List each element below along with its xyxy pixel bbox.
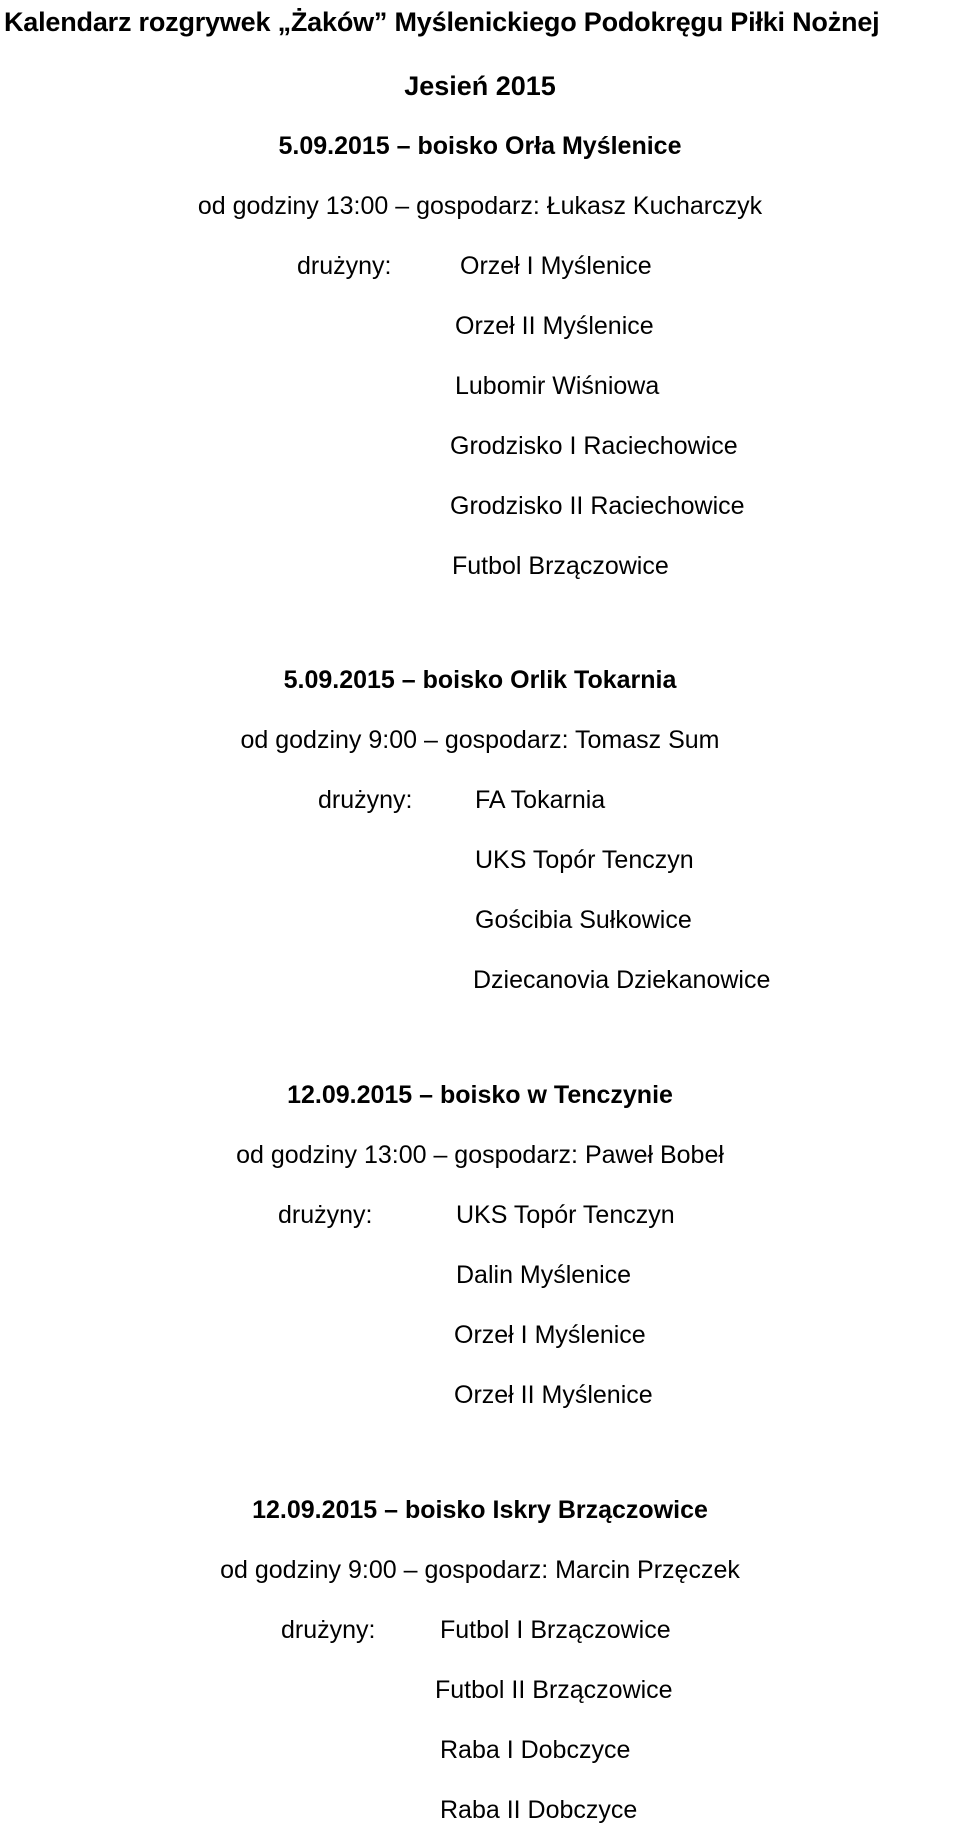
- section-info: od godziny 9:00 – gospodarz: Tomasz Sum: [240, 726, 720, 754]
- team-name: UKS Topór Tenczyn: [475, 846, 694, 874]
- team-row: [0, 950, 960, 1010]
- team-name: Lubomir Wiśniowa: [455, 372, 660, 400]
- team-row: [0, 536, 960, 596]
- team-row: [0, 476, 960, 536]
- teams-label: drużyny:: [281, 1616, 376, 1644]
- team-name: FA Tokarnia: [475, 786, 606, 814]
- team-name: Raba I Dobczyce: [440, 1736, 631, 1764]
- team-row: [0, 1600, 960, 1660]
- team-name: UKS Topór Tenczyn: [456, 1201, 675, 1229]
- team-row: [0, 1780, 960, 1840]
- team-row: [0, 356, 960, 416]
- team-row: [0, 830, 960, 890]
- team-row: [0, 1245, 960, 1305]
- team-row: [0, 1365, 960, 1425]
- schedule-section: [0, 116, 960, 596]
- team-name: Orzeł II Myślenice: [454, 1381, 653, 1409]
- teams-label: drużyny:: [278, 1201, 373, 1229]
- team-row: [0, 890, 960, 950]
- team-row: [0, 416, 960, 476]
- team-row: [0, 1720, 960, 1780]
- team-name: Raba II Dobczyce: [440, 1796, 638, 1824]
- team-name: Orzeł II Myślenice: [455, 312, 654, 340]
- schedule-section: [0, 1065, 960, 1425]
- section-heading: 5.09.2015 – boisko Orła Myślenice: [278, 132, 682, 160]
- team-row: [0, 296, 960, 356]
- section-heading: 12.09.2015 – boisko Iskry Brzączowice: [252, 1496, 708, 1524]
- schedule-section: [0, 650, 960, 1010]
- team-row: [0, 1305, 960, 1365]
- document-title: Kalendarz rozgrywek „Żaków” Myślenickiego Podokręgu Piłki Nożnej: [4, 7, 880, 37]
- team-row: [0, 770, 960, 830]
- schedule-section: [0, 1480, 960, 1840]
- team-row: [0, 1185, 960, 1245]
- section-info: od godziny 13:00 – gospodarz: Paweł Bobeł: [236, 1141, 724, 1169]
- team-name: Gościbia Sułkowice: [475, 906, 692, 934]
- team-row: [0, 236, 960, 296]
- team-name: Futbol II Brzączowice: [435, 1676, 673, 1704]
- teams-label: drużyny:: [297, 252, 392, 280]
- team-name: Orzeł I Myślenice: [454, 1321, 646, 1349]
- team-name: Dziecanovia Dziekanowice: [473, 966, 771, 994]
- team-name: Orzeł I Myślenice: [460, 252, 652, 280]
- team-row: [0, 1660, 960, 1720]
- team-name: Grodzisko I Raciechowice: [450, 432, 738, 460]
- teams-label: drużyny:: [318, 786, 413, 814]
- team-name: Futbol I Brzączowice: [440, 1616, 671, 1644]
- section-heading: 12.09.2015 – boisko w Tenczynie: [287, 1081, 673, 1109]
- team-name: Dalin Myślenice: [456, 1261, 632, 1289]
- section-heading: 5.09.2015 – boisko Orlik Tokarnia: [283, 666, 677, 694]
- team-name: Futbol Brzączowice: [452, 552, 669, 580]
- team-name: Grodzisko II Raciechowice: [450, 492, 745, 520]
- season-subtitle: Jesień 2015: [404, 71, 556, 101]
- section-info: od godziny 13:00 – gospodarz: Łukasz Kucharczyk: [197, 192, 763, 220]
- section-info: od godziny 9:00 – gospodarz: Marcin Przęczek: [220, 1556, 740, 1584]
